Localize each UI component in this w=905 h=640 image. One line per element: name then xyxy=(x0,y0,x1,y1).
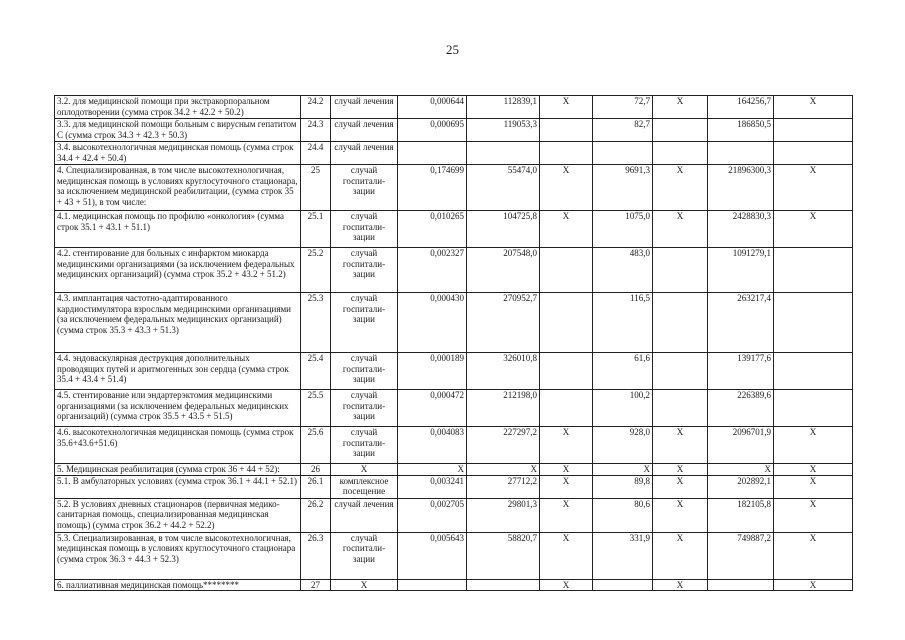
row-name: 5.2. В условиях дневных стационаров (первичная медико-санитарная помощь, специализированная медицинская помощь) (сумма строк 36.2 + 44.2 + 52.2) xyxy=(55,498,301,532)
row-value-c8: 186850,5 xyxy=(708,119,774,142)
row-value-c9: X xyxy=(774,475,853,498)
row-name: 4.1. медицинская помощь по профилю «онкология» (сумма строк 35.1 + 43.1 + 51.1) xyxy=(55,211,301,248)
row-value-c8 xyxy=(708,579,774,591)
row-value-c9: X xyxy=(774,532,853,579)
table-row xyxy=(55,390,853,427)
row-value-c7 xyxy=(653,142,708,165)
row-name: 4.6. высокотехнологичная медицинская помощь (сумма строк 35.6+43.6+51.6) xyxy=(55,427,301,464)
row-value-c6: X xyxy=(593,464,653,476)
row-value-c6: 331,9 xyxy=(593,532,653,579)
row-code: 24.2 xyxy=(301,96,331,119)
row-value-c5: X xyxy=(540,165,593,211)
row-value-c3: 0,000644 xyxy=(398,96,467,119)
row-unit: случай госпитали-зации xyxy=(331,248,398,293)
row-value-c5 xyxy=(540,293,593,353)
row-value-c3: X xyxy=(398,464,467,476)
row-value-c7 xyxy=(653,293,708,353)
row-code: 24.4 xyxy=(301,142,331,165)
row-value-c9 xyxy=(774,353,853,390)
row-value-c3: 0,000695 xyxy=(398,119,467,142)
row-value-c6: 72,7 xyxy=(593,96,653,119)
row-value-c8: 1091279,1 xyxy=(708,248,774,293)
row-value-c4 xyxy=(467,142,540,165)
row-name: 3.3. для медицинской помощи больным с вирусным гепатитом С (сумма строк 34.3 + 42.3 + 50.3) xyxy=(55,119,301,142)
row-value-c3: 0,002327 xyxy=(398,248,467,293)
row-value-c8: 21896300,3 xyxy=(708,165,774,211)
row-unit: случай госпитали-зации xyxy=(331,293,398,353)
row-value-c3 xyxy=(398,142,467,165)
row-value-c4: 29801,3 xyxy=(467,498,540,532)
row-value-c8: 2428830,3 xyxy=(708,211,774,248)
row-value-c7 xyxy=(653,390,708,427)
row-value-c6: 928,0 xyxy=(593,427,653,464)
row-value-c4: 207548,0 xyxy=(467,248,540,293)
row-unit: X xyxy=(331,579,398,591)
row-value-c3: 0,004083 xyxy=(398,427,467,464)
row-value-c6: 100,2 xyxy=(593,390,653,427)
row-code: 25.4 xyxy=(301,353,331,390)
row-value-c3 xyxy=(398,579,467,591)
table-row xyxy=(55,498,853,532)
row-value-c9: X xyxy=(774,211,853,248)
row-value-c8: 164256,7 xyxy=(708,96,774,119)
row-value-c4: 119053,3 xyxy=(467,119,540,142)
row-value-c6: 483,0 xyxy=(593,248,653,293)
row-value-c4: 212198,0 xyxy=(467,390,540,427)
row-value-c7: X xyxy=(653,475,708,498)
row-name: 4.2. стентирование для больных с инфарктом миокарда медицинскими организациями (за исключением федеральных медицинских организаций) (сумма строк 35.2 + 43.2 + 51.2) xyxy=(55,248,301,293)
row-value-c5 xyxy=(540,353,593,390)
row-value-c3: 0,003241 xyxy=(398,475,467,498)
row-value-c5 xyxy=(540,248,593,293)
row-unit: случай лечения xyxy=(331,96,398,119)
row-code: 26.1 xyxy=(301,475,331,498)
table-row xyxy=(55,142,853,165)
row-value-c8 xyxy=(708,142,774,165)
row-value-c4: 55474,0 xyxy=(467,165,540,211)
row-code: 26.3 xyxy=(301,532,331,579)
row-unit: комплексное посещение xyxy=(331,475,398,498)
row-value-c5 xyxy=(540,119,593,142)
row-value-c7: X xyxy=(653,464,708,476)
row-value-c4: 27712,2 xyxy=(467,475,540,498)
row-value-c3: 0,005643 xyxy=(398,532,467,579)
table-row xyxy=(55,475,853,498)
row-name: 4.4. эндоваскулярная деструкция дополнительных проводящих путей и аритмогенных зон сердца (сумма строк 35.4 + 43.4 + 51.4) xyxy=(55,353,301,390)
row-code: 25.6 xyxy=(301,427,331,464)
row-value-c4: 58820,7 xyxy=(467,532,540,579)
row-value-c9 xyxy=(774,119,853,142)
row-value-c3: 0,000189 xyxy=(398,353,467,390)
row-value-c5: X xyxy=(540,464,593,476)
row-code: 25.2 xyxy=(301,248,331,293)
row-value-c6 xyxy=(593,142,653,165)
table-row xyxy=(55,96,853,119)
row-name: 6. паллиативная медицинская помощь******** xyxy=(55,579,301,591)
row-value-c3: 0,010265 xyxy=(398,211,467,248)
row-value-c6: 116,5 xyxy=(593,293,653,353)
row-name: 5.1. В амбулаторных условиях (сумма строк 36.1 + 44.1 + 52.1) xyxy=(55,475,301,498)
row-name: 4.3. имплантация частотно-адаптированного кардиостимулятора взрослым медицинскими организациями (за исключением федеральных медицинских организаций) (сумма строк 35.3 + 43.3 + 51.3) xyxy=(55,293,301,353)
table-row xyxy=(55,248,853,293)
row-unit: случай госпитали-зации xyxy=(331,390,398,427)
row-value-c4: 227297,2 xyxy=(467,427,540,464)
row-value-c9 xyxy=(774,390,853,427)
row-value-c9: X xyxy=(774,579,853,591)
row-unit: случай лечения xyxy=(331,498,398,532)
row-value-c6: 82,7 xyxy=(593,119,653,142)
row-value-c7: X xyxy=(653,165,708,211)
row-value-c8: 749887,2 xyxy=(708,532,774,579)
row-value-c9: X xyxy=(774,96,853,119)
row-value-c9: X xyxy=(774,464,853,476)
table-row xyxy=(55,579,853,591)
row-name: 5. Медицинская реабилитация (сумма строк 36 + 44 + 52): xyxy=(55,464,301,476)
row-code: 26.2 xyxy=(301,498,331,532)
row-value-c8: 182105,8 xyxy=(708,498,774,532)
row-value-c3: 0,002705 xyxy=(398,498,467,532)
row-value-c6: 89,8 xyxy=(593,475,653,498)
row-value-c6: 61,6 xyxy=(593,353,653,390)
row-unit: случай лечения xyxy=(331,119,398,142)
row-unit: X xyxy=(331,464,398,476)
row-value-c4: 326010,8 xyxy=(467,353,540,390)
table-row xyxy=(55,427,853,464)
row-value-c4: 104725,8 xyxy=(467,211,540,248)
row-value-c6 xyxy=(593,579,653,591)
row-value-c8: 202892,1 xyxy=(708,475,774,498)
row-unit: случай госпитали-зации xyxy=(331,427,398,464)
table-row xyxy=(55,353,853,390)
row-name: 3.2. для медицинской помощи при экстракорпоральном оплодотворении (сумма строк 34.2 + 42.2 + 50.2) xyxy=(55,96,301,119)
row-value-c3: 0,174699 xyxy=(398,165,467,211)
row-code: 25.3 xyxy=(301,293,331,353)
table-row xyxy=(55,119,853,142)
row-value-c7: X xyxy=(653,498,708,532)
row-value-c4: X xyxy=(467,464,540,476)
row-value-c5 xyxy=(540,142,593,165)
row-value-c4 xyxy=(467,579,540,591)
row-unit: случай госпитали-зации xyxy=(331,353,398,390)
row-value-c5: X xyxy=(540,211,593,248)
row-value-c7: X xyxy=(653,532,708,579)
row-code: 25 xyxy=(301,165,331,211)
row-code: 25.5 xyxy=(301,390,331,427)
row-value-c9 xyxy=(774,248,853,293)
row-value-c6: 9691,3 xyxy=(593,165,653,211)
row-value-c7 xyxy=(653,248,708,293)
table-row xyxy=(55,532,853,579)
row-value-c8: 263217,4 xyxy=(708,293,774,353)
norms-table xyxy=(54,95,853,591)
row-unit: случай госпитали-зации xyxy=(331,532,398,579)
row-code: 24.3 xyxy=(301,119,331,142)
row-value-c3: 0,000472 xyxy=(398,390,467,427)
row-code: 26 xyxy=(301,464,331,476)
table-row xyxy=(55,165,853,211)
row-value-c7 xyxy=(653,119,708,142)
row-value-c9: X xyxy=(774,427,853,464)
row-value-c8: 2096701,9 xyxy=(708,427,774,464)
row-value-c7: X xyxy=(653,211,708,248)
row-code: 25.1 xyxy=(301,211,331,248)
row-unit: случай лечения xyxy=(331,142,398,165)
row-unit: случай госпитали-зации xyxy=(331,165,398,211)
page-number: 25 xyxy=(446,42,459,57)
table-row xyxy=(55,464,853,476)
row-value-c7: X xyxy=(653,96,708,119)
row-value-c4: 112839,1 xyxy=(467,96,540,119)
row-value-c6: 80,6 xyxy=(593,498,653,532)
table-row xyxy=(55,293,853,353)
table-row xyxy=(55,211,853,248)
row-code: 27 xyxy=(301,579,331,591)
row-name: 5.3. Специализированная, в том числе высокотехнологичная, медицинская помощь в условиях круглосуточного стационара (сумма строк 36.3 + 44.3 + 52.3) xyxy=(55,532,301,579)
row-name: 3.4. высокотехнологичная медицинская помощь (сумма строк 34.4 + 42.4 + 50.4) xyxy=(55,142,301,165)
row-value-c7: X xyxy=(653,427,708,464)
row-value-c5: X xyxy=(540,532,593,579)
row-value-c5 xyxy=(540,390,593,427)
row-value-c3: 0,000430 xyxy=(398,293,467,353)
row-value-c5: X xyxy=(540,96,593,119)
row-value-c8: 139177,6 xyxy=(708,353,774,390)
row-value-c9: X xyxy=(774,498,853,532)
row-value-c7 xyxy=(653,353,708,390)
row-value-c8: X xyxy=(708,464,774,476)
row-unit: случай госпитали-зации xyxy=(331,211,398,248)
row-value-c9 xyxy=(774,293,853,353)
row-value-c5: X xyxy=(540,579,593,591)
row-value-c9: X xyxy=(774,165,853,211)
row-value-c7: X xyxy=(653,579,708,591)
row-value-c4: 270952,7 xyxy=(467,293,540,353)
row-value-c5: X xyxy=(540,427,593,464)
row-name: 4.5. стентирование или эндартерэктомия медицинскими организациями (за исключением федеральных медицинских организаций) (сумма строк 35.5 + 43.5 + 51.5) xyxy=(55,390,301,427)
row-value-c8: 226389,6 xyxy=(708,390,774,427)
row-value-c5: X xyxy=(540,475,593,498)
row-value-c6: 1075,0 xyxy=(593,211,653,248)
row-value-c5: X xyxy=(540,498,593,532)
row-value-c9 xyxy=(774,142,853,165)
row-name: 4. Специализированная, в том числе высокотехнологичная, медицинская помощь в условиях круглосуточного стационара, за исключением медицинской реабилитации, (сумма строк 35 + 43 + 51), в том числе: xyxy=(55,165,301,211)
